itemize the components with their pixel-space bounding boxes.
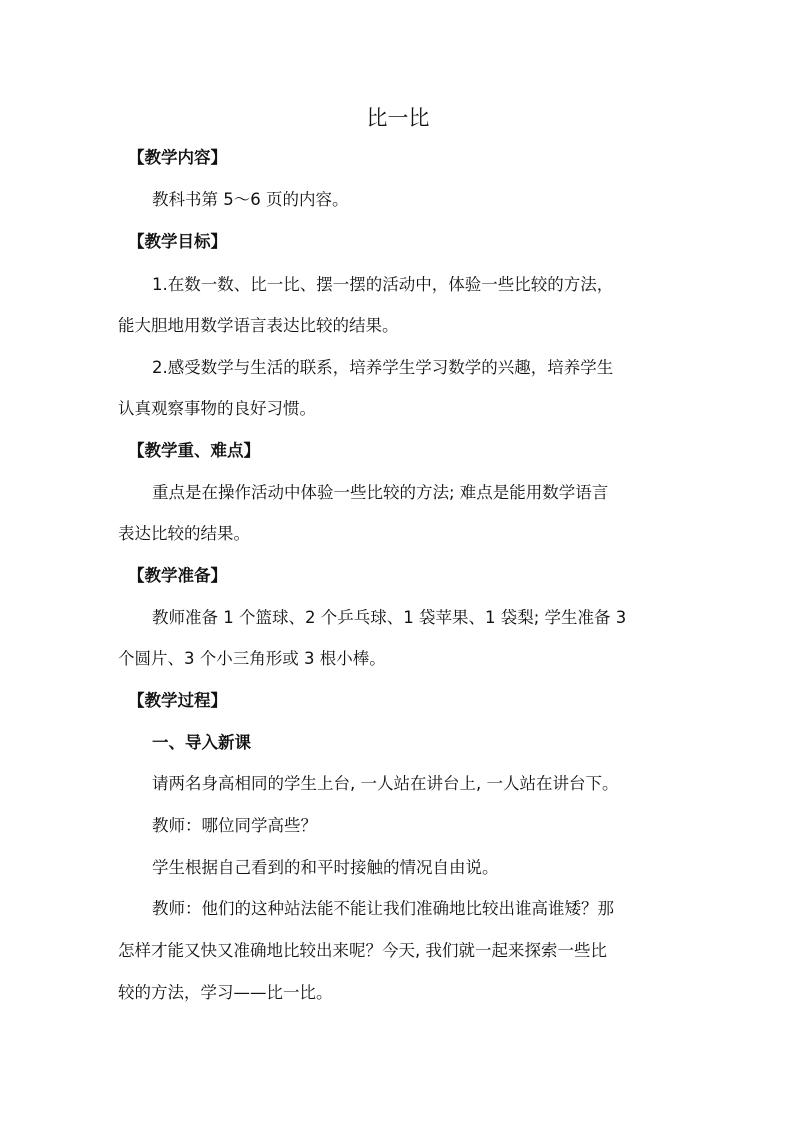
section-heading-content: 【教学内容】 [128, 148, 227, 167]
intro-heading: 一、导入新课 [152, 733, 251, 752]
section-heading-prep: 【教学准备】 [128, 566, 227, 585]
content-text: 教科书第 5～6 页的内容。 [152, 190, 349, 209]
keypoints-line-2: 表达比较的结果。 [118, 524, 250, 543]
prep-line-2: 个圆片、3 个小三角形或 3 根小棒。 [118, 649, 386, 668]
section-heading-process: 【教学过程】 [128, 691, 227, 710]
intro-line-2: 教师：哪位同学高些？ [152, 816, 317, 835]
intro-line-1: 请两名身高相同的学生上台, 一人站在讲台上, 一人站在讲台下。 [152, 774, 619, 793]
goal-1-line-2: 能大胆地用数学语言表达比较的结果。 [118, 316, 399, 335]
goal-2-line-2: 认真观察事物的良好习惯。 [118, 399, 316, 418]
intro-line-6: 较的方法，学习——比一比。 [118, 983, 333, 1002]
intro-line-5: 怎样才能又快又准确地比较出来呢？今天, 我们就一起来探索一些比 [118, 941, 607, 960]
goal-2-line-1: 2.感受数学与生活的联系，培养学生学习数学的兴趣，培养学生 [152, 358, 614, 377]
goal-1-line-1: 1.在数一数、比一比、摆一摆的活动中，体验一些比较的方法， [152, 275, 614, 294]
intro-line-4: 教师：他们的这种站法能不能让我们准确地比较出谁高谁矮？那 [152, 899, 614, 918]
section-heading-goals: 【教学目标】 [128, 232, 227, 251]
keypoints-line-1: 重点是在操作活动中体验一些比较的方法; 难点是能用数学语言 [152, 483, 609, 502]
intro-line-3: 学生根据自己看到的和平时接触的情况自由说。 [152, 858, 499, 877]
prep-line-1: 教师准备 1 个篮球、2 个乒乓球、1 袋苹果、1 袋梨; 学生准备 3 [152, 608, 627, 627]
page-title: 比一比 [366, 106, 430, 130]
section-heading-keypoints: 【教学重、难点】 [128, 441, 260, 460]
